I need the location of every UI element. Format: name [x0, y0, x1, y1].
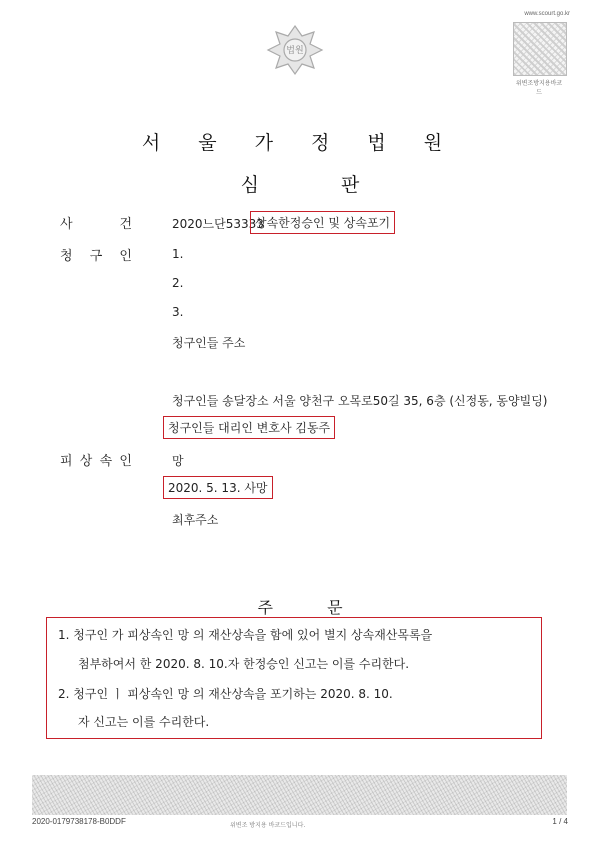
- emblem-text: 법원: [286, 46, 304, 56]
- court-name: 서 울 가 정 법 원: [141, 132, 459, 154]
- doc-type-char-1: 심: [240, 174, 259, 196]
- document-type: [0, 170, 600, 197]
- decedent-name: 망: [172, 454, 184, 468]
- court-emblem-icon: [262, 22, 328, 78]
- claimant-address: 청구인들 주소: [172, 336, 246, 350]
- order-line-2: 첨부하여서 한 2020. 8. 10.자 한정승인 신고는 이를 수리한다.: [78, 657, 410, 671]
- document-id: 2020-0179738178-B0DDF: [32, 817, 126, 826]
- order-title: [0, 595, 600, 618]
- barcode-label: 위변조방지용바코드: [515, 80, 563, 96]
- case-label: 사 건: [60, 217, 132, 232]
- decedent-label: 피 상 속 인: [60, 454, 132, 469]
- order-line-3: 2. 청구인 ㅣ 피상속인 망 의 재산상속을 포기하는 2020. 8. 10.: [58, 687, 393, 701]
- footer-note: 위변조 방지용 바코드입니다.: [230, 822, 306, 829]
- site-url: www.scourt.go.kr: [524, 11, 570, 17]
- claimant-1: 1.: [172, 247, 184, 261]
- case-title: 상속한정승인 및 상속포기: [250, 211, 395, 234]
- decedent-last-address: 최후주소: [172, 513, 219, 527]
- anti-forgery-bar: [32, 775, 567, 815]
- claimant-2: 2.: [172, 276, 184, 290]
- case-number: 2020느단53333: [172, 217, 264, 231]
- service-place: 청구인들 송달장소 서울 양천구 오목로50길 35, 6층 (신정동, 동양빌딩): [172, 394, 548, 408]
- claimant-3: 3.: [172, 305, 184, 319]
- verification-barcode: [513, 22, 567, 76]
- decedent-death: 2020. 5. 13. 사망: [163, 476, 273, 499]
- order-line-1: 1. 청구인 가 피상속인 망 의 재산상속을 함에 있어 별지 상속재산목록을: [58, 628, 433, 642]
- attorney: 청구인들 대리인 변호사 김동주: [163, 416, 335, 439]
- doc-type-char-2: 판: [341, 174, 360, 196]
- order-title-char-2: 문: [327, 598, 343, 617]
- page-number: 1 / 4: [552, 817, 568, 826]
- order-line-4: 자 신고는 이를 수리한다.: [78, 715, 210, 729]
- claimant-label: 청 구 인: [60, 249, 132, 264]
- order-title-char-1: 주: [257, 598, 273, 617]
